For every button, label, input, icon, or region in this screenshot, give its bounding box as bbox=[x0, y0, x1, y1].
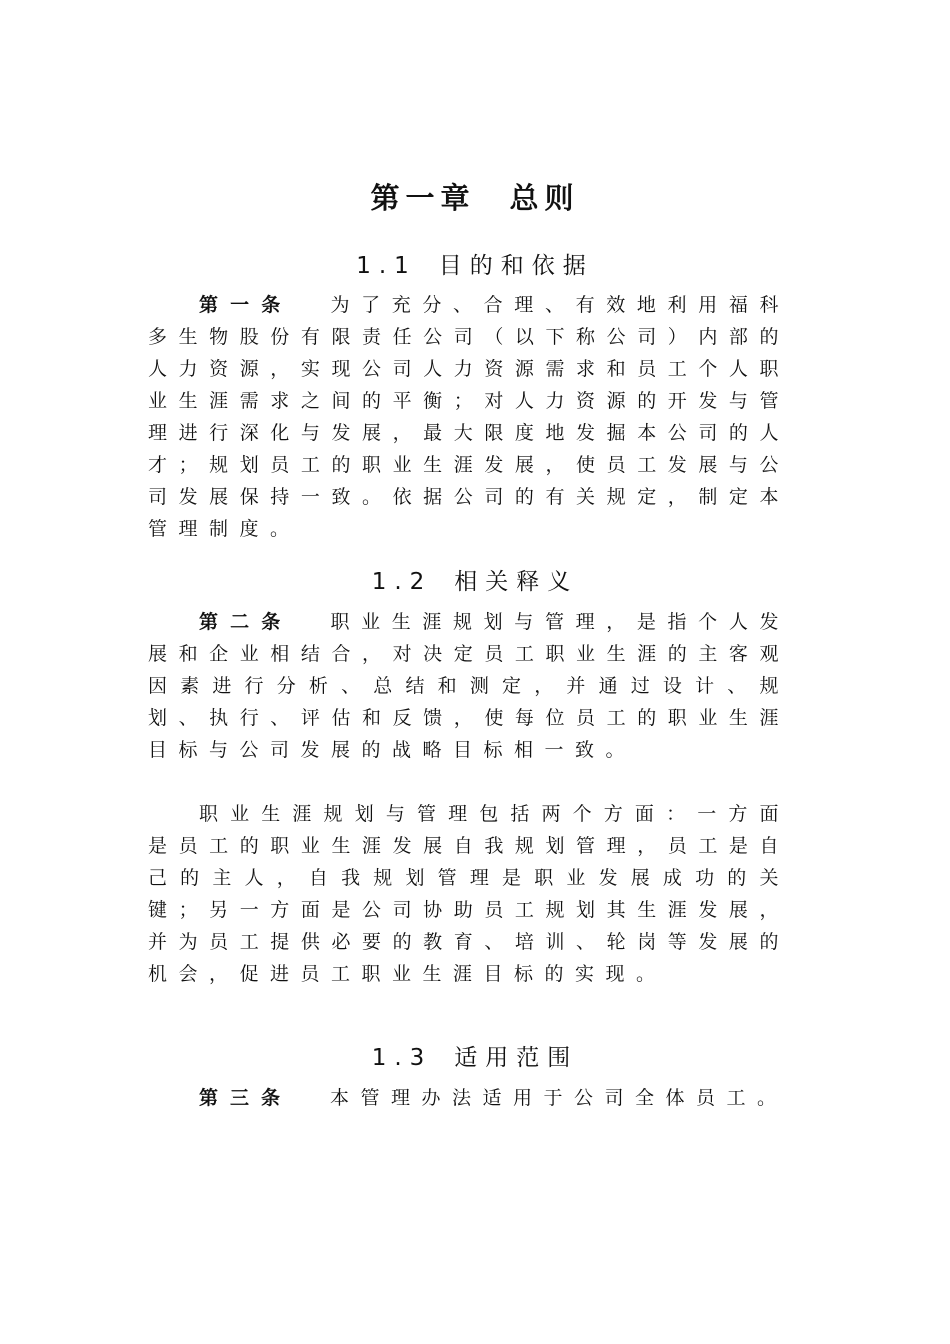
section-title-1-3 bbox=[0, 1042, 950, 1074]
article-2 bbox=[148, 606, 790, 766]
section-name: 相关释义 bbox=[454, 569, 579, 595]
article-3 bbox=[148, 1082, 790, 1114]
chapter-number: 第一章 bbox=[370, 181, 476, 215]
section-name: 适用范围 bbox=[454, 1045, 579, 1071]
article-2-continued bbox=[148, 798, 790, 990]
article-text: 本管理办法适用于公司全体员工。 bbox=[330, 1087, 788, 1109]
section-number: 1.3 bbox=[371, 1045, 433, 1071]
article-label: 第三条 bbox=[199, 1087, 293, 1109]
section-number: 1.1 bbox=[356, 253, 417, 279]
chapter-title bbox=[0, 178, 950, 218]
article-text: 职业生涯规划与管理，是指个人发展和企业相结合，对决定员工职业生涯的主客观因素进行分析、总结和测定，并通过设计、规划、执行、评估和反馈，使每位员工的职业生涯目标与公司发展的战略目标相一致。 bbox=[148, 611, 790, 761]
article-1 bbox=[148, 289, 790, 545]
chapter-name: 总则 bbox=[509, 181, 580, 215]
section-name: 目的和依据 bbox=[438, 253, 594, 279]
section-title-1-1 bbox=[0, 250, 950, 282]
article-text: 职业生涯规划与管理包括两个方面：一方面是员工的职业生涯发展自我规划管理，员工是自己的主人，自我规划管理是职业发展成功的关键；另一方面是公司协助员工规划其生涯发展，并为员工提供必要的教育、培训、轮岗等发展的机会，促进员工职业生涯目标的实现。 bbox=[148, 803, 790, 985]
article-label: 第一条 bbox=[199, 294, 293, 316]
article-label: 第二条 bbox=[199, 611, 293, 633]
section-title-1-2 bbox=[0, 566, 950, 598]
article-text: 为了充分、合理、有效地利用福科多生物股份有限责任公司（以下称公司）内部的人力资源，实现公司人力资源需求和员工个人职业生涯需求之间的平衡；对人力资源的开发与管理进行深化与发展，最大限度地发掘本公司的人才；规划员工的职业生涯发展，使员工发展与公司发展保持一致。依据公司的有关规定，制定本管理制度。 bbox=[148, 294, 790, 540]
section-number: 1.2 bbox=[371, 569, 433, 595]
